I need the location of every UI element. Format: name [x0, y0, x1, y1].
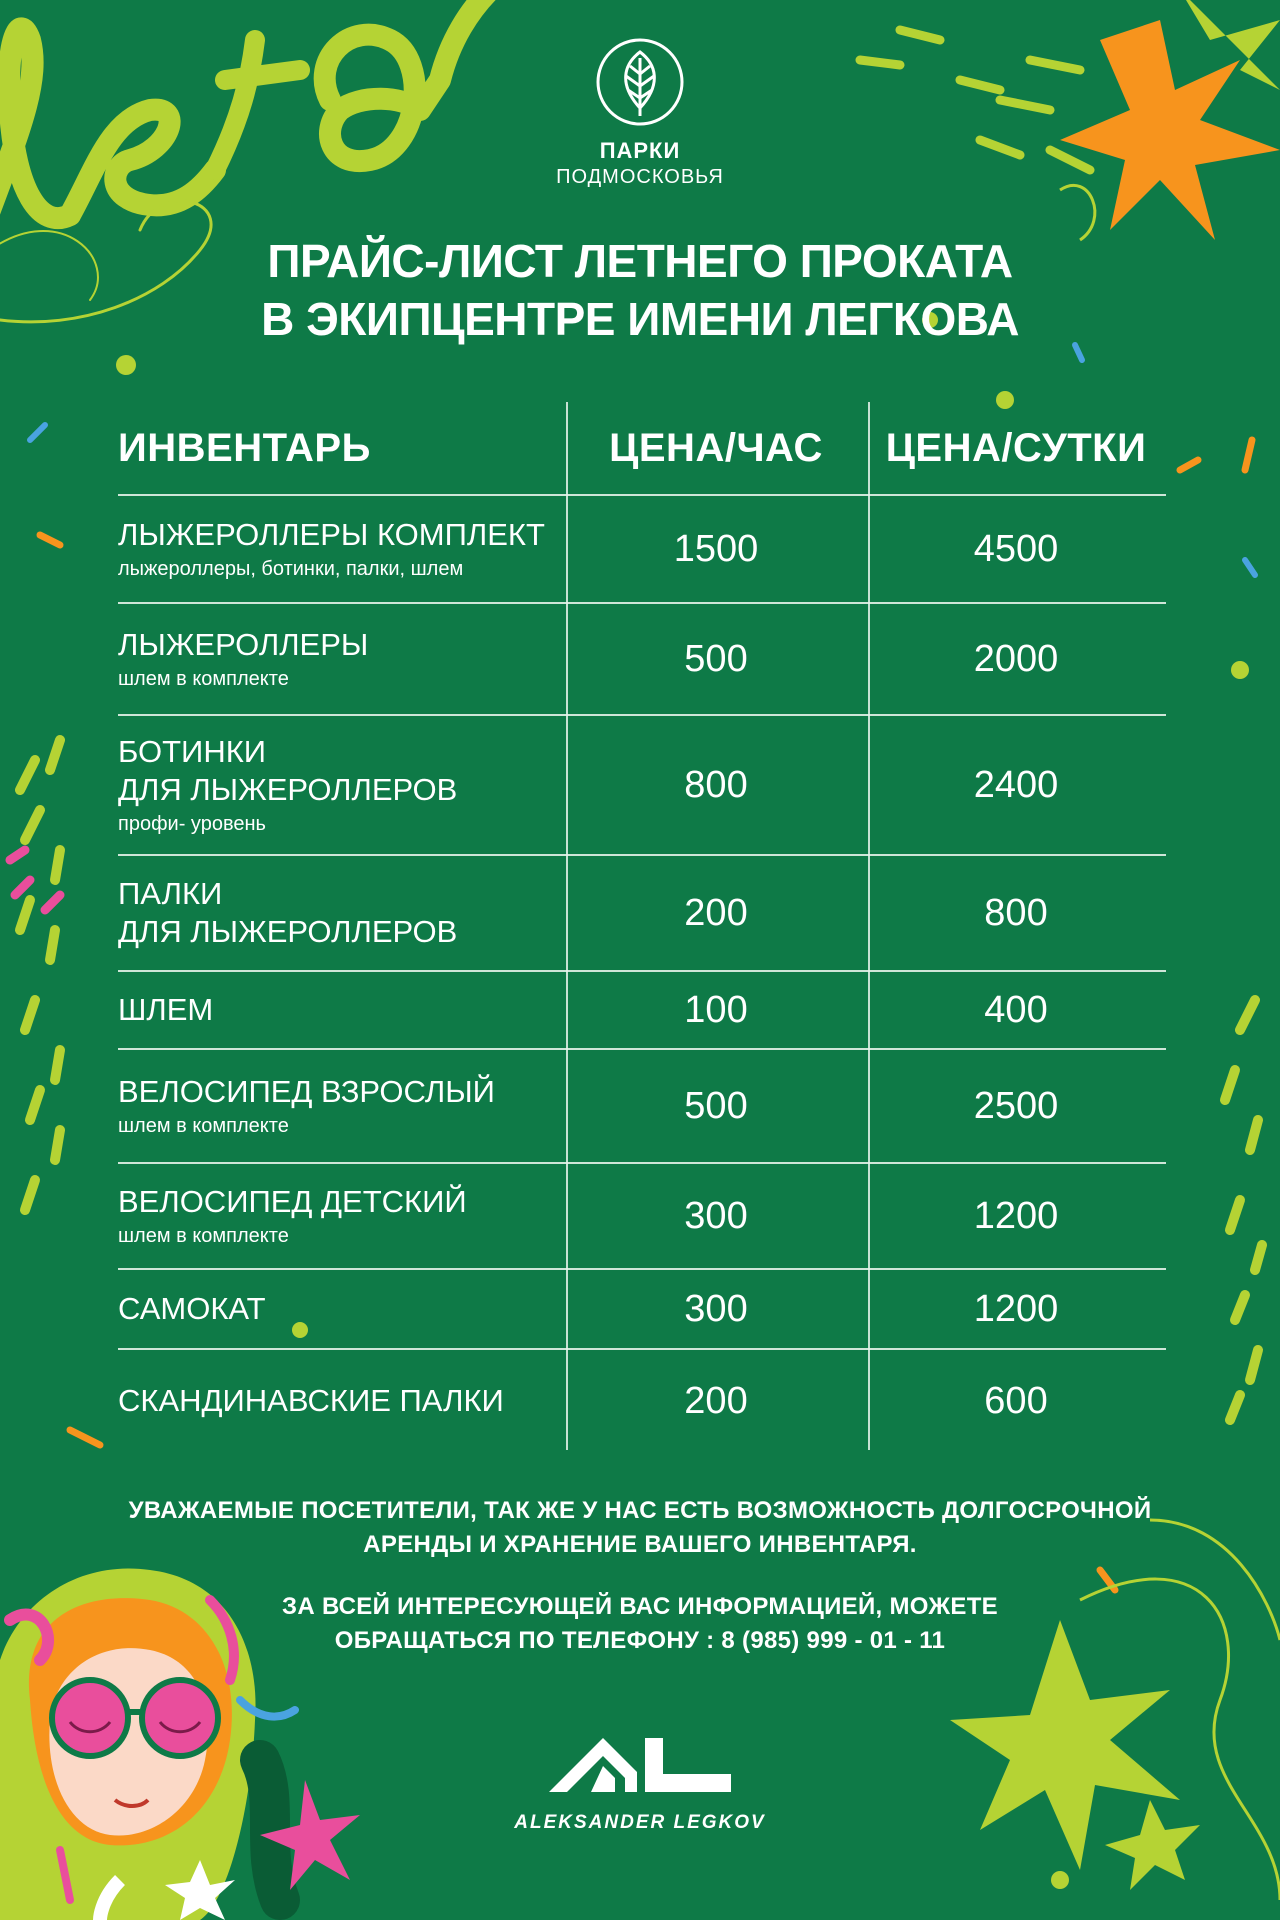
left-side-dashes — [20, 740, 60, 1210]
price-day: 800 — [984, 891, 1048, 934]
table-row — [118, 604, 1166, 716]
price-hour: 800 — [684, 763, 748, 806]
table-row — [118, 1270, 1166, 1350]
price-table — [118, 402, 1166, 1452]
notice-contact — [0, 1590, 1280, 1658]
price-hour: 300 — [684, 1194, 748, 1237]
price-hour: 1500 — [673, 527, 759, 570]
price-hour: 200 — [684, 891, 748, 934]
price-day: 2400 — [973, 763, 1059, 806]
item-name: ШЛЕМ — [118, 992, 214, 1027]
table-row — [118, 1350, 1166, 1452]
item-note: шлем в комплекте — [118, 1115, 289, 1137]
bottom-right-decor — [950, 1520, 1280, 1900]
item-note: профи- уровень — [118, 813, 266, 835]
price-day: 400 — [984, 988, 1048, 1031]
price-day: 2500 — [973, 1084, 1059, 1127]
column-divider — [868, 402, 870, 1450]
notice-storage — [0, 1494, 1280, 1562]
column-divider — [566, 402, 568, 1450]
table-row — [118, 496, 1166, 604]
table-row — [118, 1164, 1166, 1270]
item-name: ВЕЛОСИПЕД ДЕТСКИЙ — [118, 1184, 467, 1219]
notice-line: УВАЖАЕМЫЕ ПОСЕТИТЕЛИ, ТАК ЖЕ У НАС ЕСТЬ ВОЗМОЖНОСТЬ ДОЛГОСРОЧНОЙ — [128, 1497, 1152, 1524]
item-name: ЛЫЖЕРОЛЛЕРЫ КОМПЛЕКТ — [118, 517, 545, 552]
price-hour: 500 — [684, 637, 748, 680]
notice-line: ЗА ВСЕЙ ИНТЕРЕСУЮЩЕЙ ВАС ИНФОРМАЦИЕЙ, МОЖЕТЕ — [282, 1593, 998, 1620]
table-row — [118, 716, 1166, 856]
price-hour: 500 — [684, 1084, 748, 1127]
item-name: ЛЫЖЕРОЛЛЕРЫ — [118, 627, 369, 662]
table-row — [118, 856, 1166, 972]
price-day: 1200 — [973, 1287, 1059, 1330]
item-note: шлем в комплекте — [118, 668, 289, 690]
header-price-hour: ЦЕНА/ЧАС — [609, 425, 823, 470]
table-row — [118, 972, 1166, 1050]
item-name: ПАЛКИ ДЛЯ ЛЫЖЕРОЛЛЕРОВ — [118, 876, 458, 949]
leaf-icon — [594, 36, 686, 128]
title-line2: В ЭКИПЦЕНТРЕ ИМЕНИ ЛЕГКОВА — [261, 293, 1019, 345]
price-hour: 100 — [684, 988, 748, 1031]
item-name: САМОКАТ — [118, 1291, 266, 1326]
price-day: 4500 — [973, 527, 1059, 570]
al-logo-icon — [545, 1732, 735, 1798]
item-note: лыжероллеры, ботинки, палки, шлем — [118, 558, 464, 580]
header-inventory: ИНВЕНТАРЬ — [118, 425, 371, 470]
title-line1: ПРАЙС-ЛИСТ ЛЕТНЕГО ПРОКАТА — [267, 235, 1013, 287]
brand-name: ALEKSANDER LEGKOV — [514, 1812, 766, 1833]
phone-line: ОБРАЩАТЬСЯ ПО ТЕЛЕФОНУ : 8 (985) 999 - 01 - 11 — [334, 1627, 946, 1654]
notice-line: АРЕНДЫ И ХРАНЕНИЕ ВАШЕГО ИНВЕНТАРЯ. — [363, 1531, 917, 1558]
logo-line2: ПОДМОСКОВЬЯ — [556, 166, 724, 188]
page-title — [0, 232, 1280, 348]
item-name: БОТИНКИ ДЛЯ ЛЫЖЕРОЛЛЕРОВ — [118, 734, 458, 807]
item-name: СКАНДИНАВСКИЕ ПАЛКИ — [118, 1383, 504, 1418]
legkov-brand — [0, 1732, 1280, 1834]
price-day: 2000 — [973, 637, 1059, 680]
item-name: ВЕЛОСИПЕД ВЗРОСЛЫЙ — [118, 1074, 495, 1109]
item-note: шлем в комплекте — [118, 1225, 289, 1247]
right-side-dashes — [1225, 1000, 1262, 1420]
logo-line1: ПАРКИ — [599, 138, 681, 163]
table-header — [118, 402, 1166, 496]
table-row — [118, 1050, 1166, 1164]
price-hour: 300 — [684, 1287, 748, 1330]
price-hour: 200 — [684, 1379, 748, 1422]
parks-logo — [0, 36, 1280, 189]
price-day: 600 — [984, 1379, 1048, 1422]
header-price-day: ЦЕНА/СУТКИ — [885, 425, 1147, 470]
price-day: 1200 — [973, 1194, 1059, 1237]
